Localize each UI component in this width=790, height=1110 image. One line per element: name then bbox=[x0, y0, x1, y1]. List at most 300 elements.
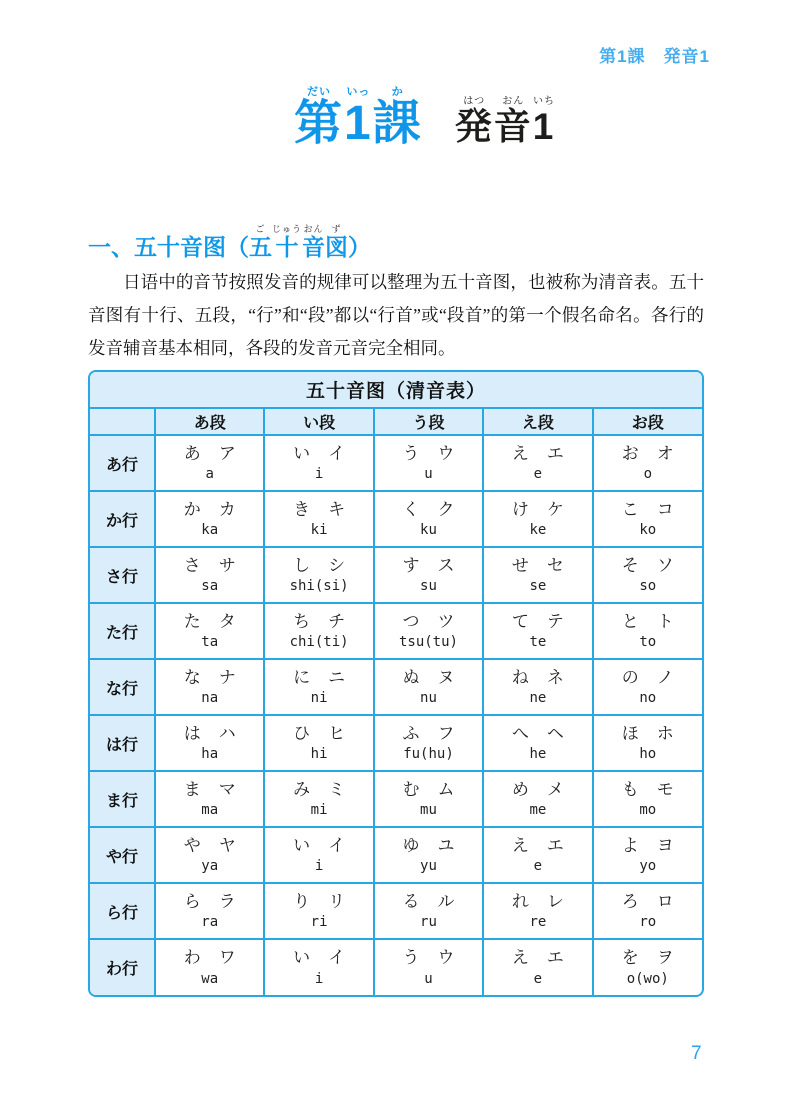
kana-cell bbox=[155, 715, 264, 771]
row-header: か行 bbox=[90, 491, 155, 547]
kana-pair bbox=[594, 668, 702, 688]
romaji: he bbox=[529, 746, 547, 762]
romaji: sa bbox=[201, 578, 219, 594]
katakana: エ bbox=[546, 443, 564, 463]
kana-pair bbox=[594, 556, 702, 576]
kana-cell bbox=[155, 435, 264, 491]
romaji: u bbox=[424, 970, 433, 987]
katakana: ア bbox=[218, 443, 236, 463]
hiragana: そ bbox=[621, 555, 639, 575]
furigana: か bbox=[372, 86, 423, 98]
kana-cell bbox=[483, 939, 592, 995]
kana-pair bbox=[375, 556, 482, 576]
romaji: ko bbox=[639, 522, 657, 538]
hiragana: う bbox=[402, 948, 420, 968]
section-heading bbox=[88, 224, 371, 266]
kana-cell bbox=[593, 771, 702, 827]
kana-pair bbox=[484, 836, 591, 856]
hiragana: ら bbox=[183, 891, 201, 911]
romaji: fu(hu) bbox=[403, 746, 454, 762]
kana-pair bbox=[484, 780, 591, 800]
table-row bbox=[90, 547, 702, 603]
katakana: ラ bbox=[218, 891, 236, 911]
furigana: ず bbox=[325, 224, 348, 234]
romaji: to bbox=[639, 634, 657, 650]
kana-pair bbox=[484, 500, 591, 520]
furigana: だい bbox=[294, 86, 344, 98]
col-header: え段 bbox=[483, 408, 592, 435]
romaji: ru bbox=[420, 914, 437, 930]
hiragana: う bbox=[402, 443, 420, 463]
romaji: ta bbox=[201, 634, 219, 650]
romaji: se bbox=[529, 578, 547, 594]
running-head: 第1課 発音1 bbox=[599, 47, 710, 66]
hiragana: は bbox=[183, 723, 201, 743]
kana-pair bbox=[375, 668, 482, 688]
kana-pair bbox=[484, 556, 591, 576]
kana-pair bbox=[156, 892, 263, 912]
kana-pair bbox=[484, 724, 591, 744]
lesson-title-block bbox=[294, 84, 555, 153]
kana-cell bbox=[593, 491, 702, 547]
romaji: wa bbox=[201, 970, 219, 987]
hiragana: め bbox=[511, 779, 529, 799]
kana-cell bbox=[593, 715, 702, 771]
kana-pair bbox=[375, 836, 482, 856]
hiragana: み bbox=[293, 779, 311, 799]
lesson-title-char: 第 bbox=[294, 97, 345, 150]
hiragana: な bbox=[183, 667, 201, 687]
kana-cell bbox=[593, 603, 702, 659]
col-header: い段 bbox=[264, 408, 373, 435]
hiragana: を bbox=[621, 948, 639, 968]
hiragana: ち bbox=[293, 611, 311, 631]
romaji: no bbox=[639, 690, 657, 706]
table-body bbox=[90, 435, 702, 995]
katakana: イ bbox=[328, 948, 346, 968]
romaji: nu bbox=[420, 690, 437, 706]
furigana: いっ bbox=[344, 86, 373, 98]
kana-pair bbox=[375, 892, 482, 912]
hiragana: ね bbox=[511, 667, 529, 687]
hiragana: き bbox=[293, 499, 311, 519]
gojuon-table bbox=[90, 372, 702, 995]
kana-pair bbox=[156, 836, 263, 856]
kana-pair bbox=[375, 612, 482, 632]
romaji: me bbox=[529, 802, 547, 818]
katakana: ニ bbox=[328, 667, 346, 687]
kana-pair bbox=[265, 836, 372, 856]
row-header: さ行 bbox=[90, 547, 155, 603]
lesson-title-char: 課 bbox=[372, 97, 423, 150]
subtitle-char: 発 bbox=[454, 106, 494, 147]
kana-pair bbox=[594, 780, 702, 800]
kana-cell bbox=[264, 715, 373, 771]
romaji: yo bbox=[639, 858, 657, 874]
hiragana: す bbox=[402, 555, 420, 575]
kana-cell bbox=[374, 659, 483, 715]
kana-pair bbox=[594, 612, 702, 632]
kana-cell bbox=[264, 603, 373, 659]
katakana: マ bbox=[218, 779, 236, 799]
hiragana: こ bbox=[621, 499, 639, 519]
col-header-row bbox=[90, 408, 702, 435]
page-number: 7 bbox=[691, 1043, 702, 1064]
hiragana: お bbox=[621, 443, 639, 463]
kana-cell bbox=[483, 659, 592, 715]
katakana: ノ bbox=[656, 667, 674, 687]
kana-cell bbox=[374, 715, 483, 771]
katakana: シ bbox=[328, 555, 346, 575]
katakana: モ bbox=[656, 779, 674, 799]
katakana: イ bbox=[328, 835, 346, 855]
romaji: e bbox=[533, 466, 543, 482]
romaji: ki bbox=[310, 522, 328, 538]
kana-cell bbox=[264, 435, 373, 491]
kana-cell bbox=[483, 771, 592, 827]
kana-cell bbox=[264, 771, 373, 827]
kana-cell bbox=[374, 435, 483, 491]
katakana: ム bbox=[437, 779, 455, 799]
hiragana: く bbox=[402, 499, 420, 519]
katakana: ヌ bbox=[437, 667, 455, 687]
romaji: ra bbox=[201, 914, 219, 930]
hiragana: え bbox=[511, 443, 529, 463]
katakana: タ bbox=[218, 611, 236, 631]
romaji: e bbox=[533, 858, 543, 874]
row-header: は行 bbox=[90, 715, 155, 771]
hiragana: あ bbox=[183, 443, 201, 463]
katakana: ウ bbox=[437, 443, 455, 463]
kana-pair bbox=[156, 556, 263, 576]
romaji: ro bbox=[639, 914, 657, 930]
hiragana: の bbox=[621, 667, 639, 687]
kana-pair bbox=[375, 780, 482, 800]
section-jp-char: 十 bbox=[272, 234, 302, 260]
romaji: u bbox=[424, 466, 433, 482]
katakana: ハ bbox=[218, 723, 236, 743]
kana-pair bbox=[156, 668, 263, 688]
kana-cell bbox=[483, 827, 592, 883]
col-header: お段 bbox=[593, 408, 702, 435]
romaji: ma bbox=[201, 802, 219, 818]
kana-cell bbox=[264, 491, 373, 547]
intro-paragraph: 日语中的音节按照发音的规律可以整理为五十音图，也被称为清音表。五十音图有十行、五段，“行”和“段”都以“行首”或“段首”的第一个假名命名。各行的发音辅音基本相同，各段的发音元音完全相同。 bbox=[88, 272, 704, 358]
table-title: 五十音图（清音表） bbox=[90, 372, 702, 408]
hiragana: に bbox=[293, 667, 311, 687]
hiragana: ゆ bbox=[402, 835, 420, 855]
kana-pair bbox=[375, 444, 482, 464]
kana-pair bbox=[265, 556, 372, 576]
kana-pair bbox=[594, 500, 702, 520]
katakana: エ bbox=[546, 835, 564, 855]
table-row bbox=[90, 939, 702, 995]
table-row bbox=[90, 883, 702, 939]
katakana: ウ bbox=[437, 948, 455, 968]
kana-pair bbox=[594, 724, 702, 744]
kana-cell bbox=[374, 547, 483, 603]
kana-cell bbox=[483, 547, 592, 603]
katakana: ケ bbox=[546, 499, 564, 519]
lesson-subtitle bbox=[455, 96, 556, 150]
kana-cell bbox=[374, 491, 483, 547]
hiragana: い bbox=[293, 835, 311, 855]
hiragana: せ bbox=[511, 555, 529, 575]
katakana: ナ bbox=[218, 667, 236, 687]
kana-pair bbox=[265, 892, 372, 912]
romaji: yu bbox=[420, 858, 437, 874]
katakana: チ bbox=[328, 611, 346, 631]
lesson-title-char: 1 bbox=[344, 97, 373, 150]
table-row bbox=[90, 603, 702, 659]
hiragana: か bbox=[183, 499, 201, 519]
kana-pair bbox=[484, 668, 591, 688]
hiragana: ろ bbox=[621, 891, 639, 911]
lesson-number-title bbox=[294, 84, 423, 153]
gojuon-table-wrap bbox=[88, 370, 704, 997]
kana-cell bbox=[374, 603, 483, 659]
kana-cell bbox=[374, 939, 483, 995]
katakana: リ bbox=[328, 891, 346, 911]
katakana: メ bbox=[546, 779, 564, 799]
kana-cell bbox=[264, 827, 373, 883]
hiragana: い bbox=[293, 443, 311, 463]
kana-pair bbox=[265, 948, 372, 968]
katakana: ス bbox=[437, 555, 455, 575]
kana-cell bbox=[155, 603, 264, 659]
kana-cell bbox=[155, 659, 264, 715]
katakana: ホ bbox=[656, 723, 674, 743]
kana-cell bbox=[483, 883, 592, 939]
kana-cell bbox=[593, 883, 702, 939]
kana-cell bbox=[593, 547, 702, 603]
romaji: ha bbox=[201, 746, 219, 762]
kana-cell bbox=[483, 603, 592, 659]
hiragana: た bbox=[183, 611, 201, 631]
romaji: tsu(tu) bbox=[398, 634, 458, 650]
kana-pair bbox=[156, 500, 263, 520]
hiragana: て bbox=[511, 611, 529, 631]
hiragana: え bbox=[511, 835, 529, 855]
romaji: shi(si) bbox=[289, 578, 349, 594]
hiragana: い bbox=[293, 948, 311, 968]
hiragana: も bbox=[621, 779, 639, 799]
row-header: ら行 bbox=[90, 883, 155, 939]
romaji: ni bbox=[310, 690, 328, 706]
kana-cell bbox=[593, 939, 702, 995]
kana-pair bbox=[594, 948, 702, 968]
romaji: te bbox=[529, 634, 547, 650]
section-heading-close: ） bbox=[348, 234, 371, 260]
hiragana: し bbox=[293, 555, 311, 575]
kana-pair bbox=[156, 444, 263, 464]
katakana: ヘ bbox=[546, 723, 564, 743]
hiragana: ほ bbox=[621, 723, 639, 743]
hiragana: つ bbox=[402, 611, 420, 631]
row-header: あ行 bbox=[90, 435, 155, 491]
furigana: じゅう bbox=[272, 224, 303, 234]
hiragana: へ bbox=[511, 723, 529, 743]
table-row bbox=[90, 715, 702, 771]
katakana: ク bbox=[437, 499, 455, 519]
katakana: ソ bbox=[656, 555, 674, 575]
furigana: おん bbox=[493, 96, 533, 107]
table-title-row bbox=[90, 372, 702, 408]
katakana: ヲ bbox=[656, 948, 674, 968]
katakana: ネ bbox=[546, 667, 564, 687]
kana-pair bbox=[594, 892, 702, 912]
katakana: ツ bbox=[437, 611, 455, 631]
kana-cell bbox=[155, 491, 264, 547]
kana-pair bbox=[265, 444, 372, 464]
kana-cell bbox=[264, 883, 373, 939]
romaji: i bbox=[314, 970, 324, 987]
romaji: so bbox=[639, 578, 657, 594]
romaji: su bbox=[420, 578, 437, 594]
kana-cell bbox=[593, 435, 702, 491]
romaji: ri bbox=[310, 914, 328, 930]
katakana: ワ bbox=[218, 948, 236, 968]
kana-cell bbox=[593, 827, 702, 883]
furigana: おん bbox=[302, 224, 325, 234]
romaji: hi bbox=[310, 746, 328, 762]
row-header: ま行 bbox=[90, 771, 155, 827]
romaji: i bbox=[314, 466, 324, 482]
romaji: ke bbox=[529, 522, 547, 538]
kana-pair bbox=[265, 668, 372, 688]
romaji: a bbox=[205, 466, 214, 482]
romaji: ka bbox=[201, 522, 219, 538]
romaji: ne bbox=[529, 690, 547, 706]
section-jp-char: 音 bbox=[302, 234, 325, 260]
kana-pair bbox=[156, 724, 263, 744]
hiragana: よ bbox=[621, 835, 639, 855]
kana-pair bbox=[156, 612, 263, 632]
kana-cell bbox=[155, 547, 264, 603]
kana-pair bbox=[594, 444, 702, 464]
katakana: テ bbox=[546, 611, 564, 631]
katakana: ヤ bbox=[218, 835, 236, 855]
katakana: ヨ bbox=[656, 835, 674, 855]
kana-cell bbox=[155, 771, 264, 827]
katakana: イ bbox=[328, 443, 346, 463]
kana-cell bbox=[483, 715, 592, 771]
kana-cell bbox=[264, 939, 373, 995]
katakana: ヒ bbox=[328, 723, 346, 743]
hiragana: ふ bbox=[402, 723, 420, 743]
romaji: e bbox=[533, 970, 543, 987]
romaji: na bbox=[201, 690, 219, 706]
kana-pair bbox=[265, 780, 372, 800]
hiragana: ぬ bbox=[402, 667, 420, 687]
romaji: o bbox=[643, 466, 652, 482]
kana-pair bbox=[265, 724, 372, 744]
hiragana: さ bbox=[183, 555, 201, 575]
furigana: ご bbox=[249, 224, 272, 234]
kana-cell bbox=[264, 659, 373, 715]
table-row bbox=[90, 659, 702, 715]
section-jp-char: 五 bbox=[249, 234, 272, 260]
kana-cell bbox=[155, 883, 264, 939]
katakana: ト bbox=[656, 611, 674, 631]
katakana: エ bbox=[546, 948, 564, 968]
hiragana: り bbox=[293, 891, 311, 911]
hiragana: け bbox=[511, 499, 529, 519]
row-header: な行 bbox=[90, 659, 155, 715]
romaji: mi bbox=[310, 802, 328, 818]
katakana: レ bbox=[546, 891, 564, 911]
katakana: キ bbox=[328, 499, 346, 519]
hiragana: ま bbox=[183, 779, 201, 799]
kana-pair bbox=[375, 500, 482, 520]
hiragana: る bbox=[402, 891, 420, 911]
romaji: i bbox=[314, 858, 324, 874]
table-row bbox=[90, 435, 702, 491]
katakana: ル bbox=[437, 891, 455, 911]
katakana: ユ bbox=[437, 835, 455, 855]
kana-cell bbox=[155, 939, 264, 995]
furigana: はつ bbox=[454, 96, 494, 107]
hiragana: ひ bbox=[293, 723, 311, 743]
romaji: mu bbox=[420, 802, 437, 818]
hiragana: れ bbox=[511, 891, 529, 911]
romaji: re bbox=[529, 914, 547, 930]
subtitle-char: 音 bbox=[493, 106, 533, 147]
kana-cell bbox=[155, 827, 264, 883]
furigana: いち bbox=[532, 96, 556, 107]
col-header: う段 bbox=[374, 408, 483, 435]
katakana: ロ bbox=[656, 891, 674, 911]
kana-pair bbox=[265, 612, 372, 632]
katakana: オ bbox=[656, 443, 674, 463]
hiragana: わ bbox=[183, 948, 201, 968]
katakana: ミ bbox=[328, 779, 346, 799]
romaji: mo bbox=[639, 802, 657, 818]
romaji: ho bbox=[639, 746, 657, 762]
katakana: カ bbox=[218, 499, 236, 519]
table-row bbox=[90, 827, 702, 883]
kana-cell bbox=[264, 547, 373, 603]
kana-cell bbox=[483, 435, 592, 491]
kana-pair bbox=[484, 612, 591, 632]
katakana: コ bbox=[656, 499, 674, 519]
kana-cell bbox=[593, 659, 702, 715]
katakana: セ bbox=[546, 555, 564, 575]
kana-pair bbox=[265, 500, 372, 520]
kana-pair bbox=[484, 444, 591, 464]
row-header: や行 bbox=[90, 827, 155, 883]
row-header: た行 bbox=[90, 603, 155, 659]
katakana: サ bbox=[218, 555, 236, 575]
row-header: わ行 bbox=[90, 939, 155, 995]
romaji: chi(ti) bbox=[289, 634, 349, 650]
table-row bbox=[90, 771, 702, 827]
kana-pair bbox=[484, 948, 591, 968]
hiragana: む bbox=[402, 779, 420, 799]
kana-pair bbox=[484, 892, 591, 912]
romaji: ku bbox=[420, 522, 437, 538]
kana-cell bbox=[374, 771, 483, 827]
kana-pair bbox=[375, 948, 482, 968]
kana-pair bbox=[594, 836, 702, 856]
subtitle-char: 1 bbox=[532, 106, 556, 147]
section-jp-char: 図 bbox=[325, 234, 348, 260]
kana-cell bbox=[374, 827, 483, 883]
kana-pair bbox=[156, 780, 263, 800]
corner-cell bbox=[90, 408, 155, 435]
kana-pair bbox=[156, 948, 263, 968]
hiragana: や bbox=[183, 835, 201, 855]
